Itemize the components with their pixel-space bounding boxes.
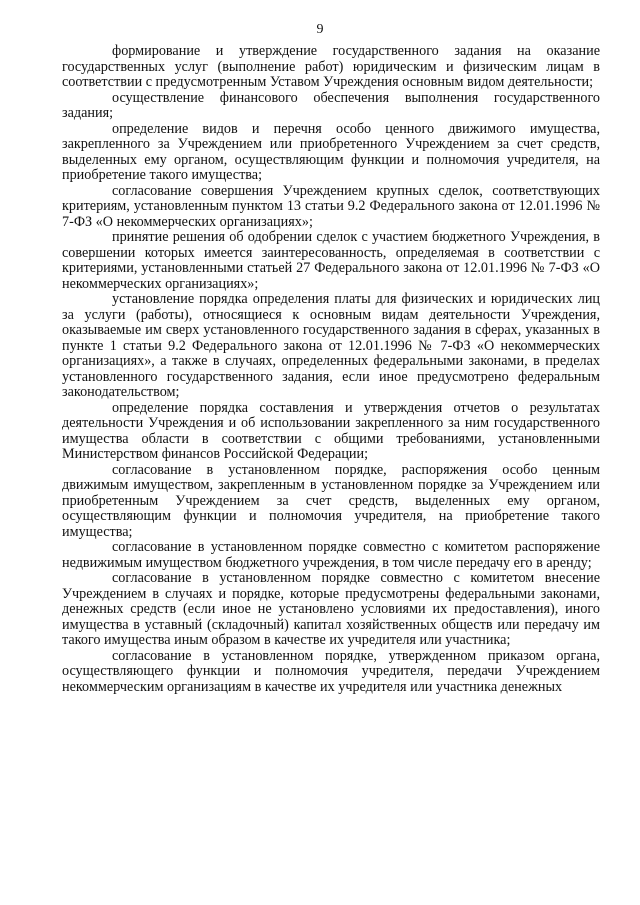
paragraph: установление порядка определения платы для физических и юридических лиц за услуги (работы), относящиеся к основным видам деятельности Учреждения, оказываемые им сверх установленного государственного задания в сферах, указанных в пункте 1 статьи 9.2 Федерального закона от 12.01.1996 № 7-ФЗ «О некоммерческих организациях», а также в случаях, определенных федеральными законами, в пределах установленного государственного задания, если иное предусмотрено федеральным законодательством; — [62, 291, 600, 400]
paragraph: формирование и утверждение государственного задания на оказание государственных услуг (выполнение работ) юридическим и физическим лицам в соответствии с предусмотренным Уставом Учреждения основным видом деятельности; — [62, 43, 600, 90]
paragraph: определение видов и перечня особо ценного движимого имущества, закрепленного за Учреждением или приобретенного Учреждением за счет средств, выделенных ему органом, осуществляющим функции и полномочия учредителя, на приобретение такого имущества; — [62, 120, 600, 183]
paragraph: согласование в установленном порядке, утвержденном приказом органа, осуществляющего функции и полномочия учредителя, передачи Учреждением некоммерческим организациям в качестве их учредителя или участника денежных — [62, 647, 600, 695]
paragraph: согласование в установленном порядке совместно с комитетом внесение Учреждением в случаях и порядке, которые предусмотрены федеральными законами, денежных средств (если иное не установлено условиями их предоставления), иного имущества в уставный (складочный) капитал хозяйственных обществ или передачу им такого имущества иным образом в качестве их учредителя или участника; — [62, 570, 600, 648]
paragraph: согласование совершения Учреждением крупных сделок, соответствующих критериям, установленным пунктом 13 статьи 9.2 Федерального закона от 12.01.1996 № 7-ФЗ «О некоммерческих организациях»; — [62, 182, 600, 230]
document-body — [62, 44, 600, 695]
paragraph: осуществление финансового обеспечения выполнения государственного задания; — [62, 89, 600, 121]
paragraph: согласование в установленном порядке совместно с комитетом распоряжение недвижимым имуществом бюджетного учреждения, в том числе передачу его в аренду; — [62, 539, 600, 571]
paragraph: принятие решения об одобрении сделок с участием бюджетного Учреждения, в совершении которых имеется заинтересованность, определяемая в соответствии с критериями, установленными статьей 27 Федерального закона от 12.01.1996 № 7-ФЗ «О некоммерческих организациях»; — [62, 229, 600, 292]
paragraph: определение порядка составления и утверждения отчетов о результатах деятельности Учреждения и об использовании закрепленного за ним государственного имущества области в соответствии с общими требованиями, установленными Министерством финансов Российской Федерации; — [62, 399, 600, 462]
page-number: 9 — [316, 22, 324, 37]
paragraph: согласование в установленном порядке, распоряжения особо ценным движимым имуществом, закрепленным в установленном порядке за Учреждением или приобретенным Учреждением за счет средств, выделенных ему органом, осуществляющим функции и полномочия учредителя, на приобретение такого имущества; — [62, 461, 600, 540]
